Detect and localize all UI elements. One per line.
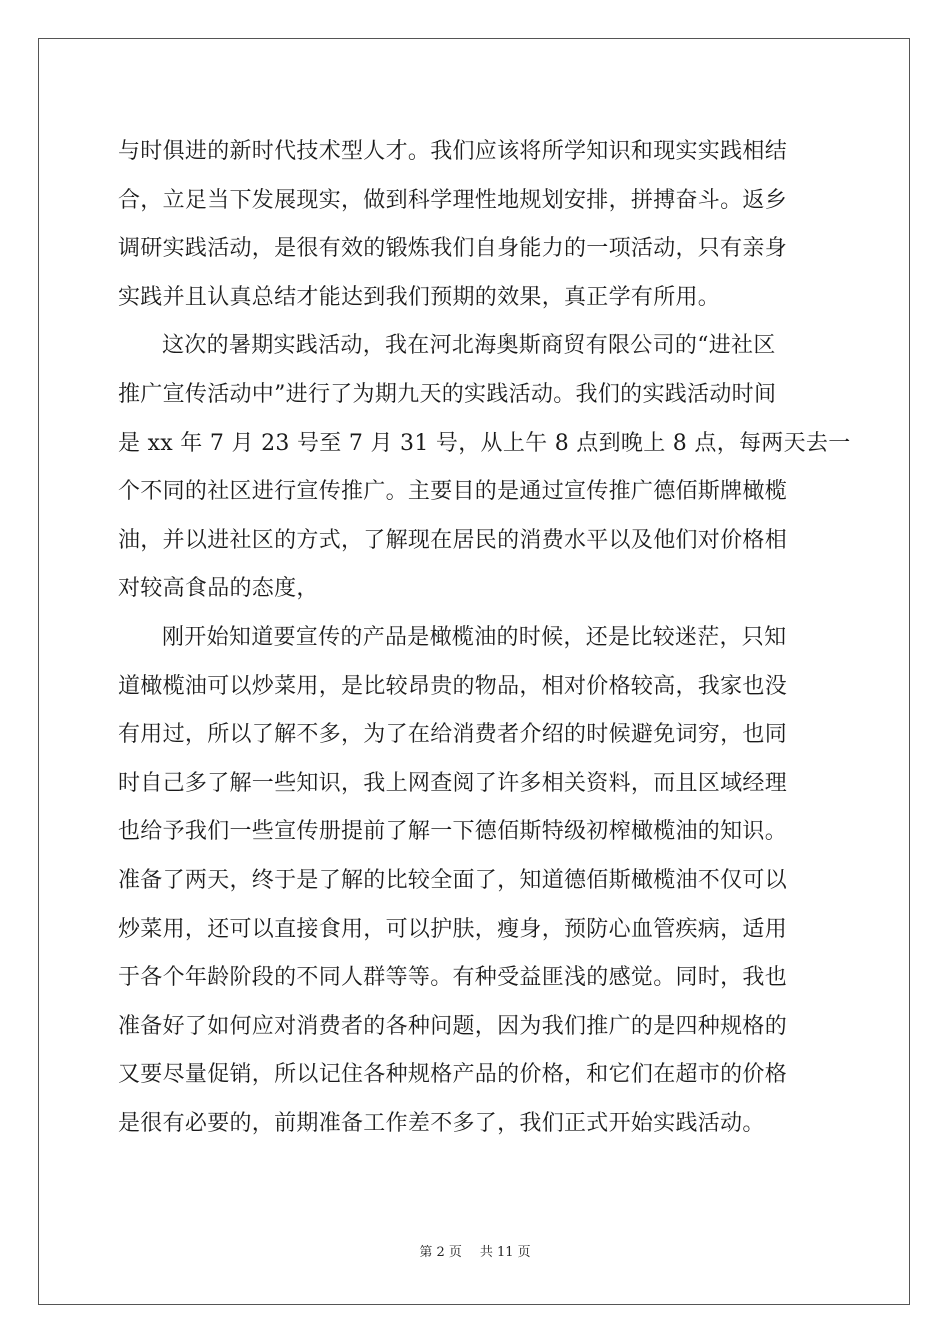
text-line: 与时俱进的新时代技术型人才。我们应该将所学知识和现实实践相结: [118, 139, 788, 164]
text-line: 是很有必要的，前期准备工作差不多了，我们正式开始实践活动。: [118, 1110, 765, 1136]
page-total: 共 11 页: [479, 1245, 531, 1260]
text-line: 时自己多了解一些知识，我上网查阅了许多相关资料，而且区域经理: [118, 770, 788, 796]
text-line: 又要尽量促销，所以记住各种规格产品的价格，和它们在超市的价格: [118, 1062, 788, 1088]
text-line: 有用过，所以了解不多，为了在给消费者介绍的时候避免词穷，也同: [118, 722, 788, 748]
text-line: 合，立足当下发展现实，做到科学理性地规划安排，拼搏奋斗。返乡: [118, 187, 788, 213]
document-body: [118, 128, 851, 1148]
text-line: 也给予我们一些宣传册提前了解一下德佰斯特级初榨橄榄油的知识。: [118, 819, 788, 845]
text-line: 对较高食品的态度，: [118, 576, 319, 602]
text-line: 调研实践活动，是很有效的锻炼我们自身能力的一项活动，只有亲身: [118, 236, 788, 262]
text-line: 炒菜用，还可以直接食用，可以护肤，瘦身，预防心血管疾病，适用: [118, 916, 788, 942]
text-line: 个不同的社区进行宣传推广。主要目的是通过宣传推广德佰斯牌橄榄: [118, 479, 788, 505]
paragraph-first-line: 这次的暑期实践活动，我在河北海奥斯商贸有限公司的“进社区: [162, 333, 776, 359]
paragraph-first-line: 刚开始知道要宣传的产品是橄榄油的时候，还是比较迷茫，只知: [162, 624, 787, 650]
text-line: 于各个年龄阶段的不同人群等等。有种受益匪浅的感觉。同时，我也: [118, 965, 788, 991]
page-number: 第 2 页: [419, 1245, 462, 1260]
text-line: 是 xx 年 7 月 23 号至 7 月 31 号，从上午 8 点到晚上 8 点，每两天去一: [118, 430, 851, 456]
text-line: 准备了两天，终于是了解的比较全面了，知道德佰斯橄榄油不仅可以: [118, 867, 788, 893]
text-line: 推广宣传活动中”进行了为期九天的实践活动。我们的实践活动时间: [118, 381, 777, 407]
page-footer: [0, 1245, 950, 1261]
text-line: 油，并以进社区的方式，了解现在居民的消费水平以及他们对价格相: [118, 527, 788, 553]
text-line: 准备好了如何应对消费者的各种问题，因为我们推广的是四种规格的: [118, 1013, 788, 1039]
text-line: 实践并且认真总结才能达到我们预期的效果，真正学有所用。: [118, 284, 721, 310]
text-line: 道橄榄油可以炒菜用，是比较昂贵的物品，相对价格较高，我家也没: [118, 673, 788, 699]
